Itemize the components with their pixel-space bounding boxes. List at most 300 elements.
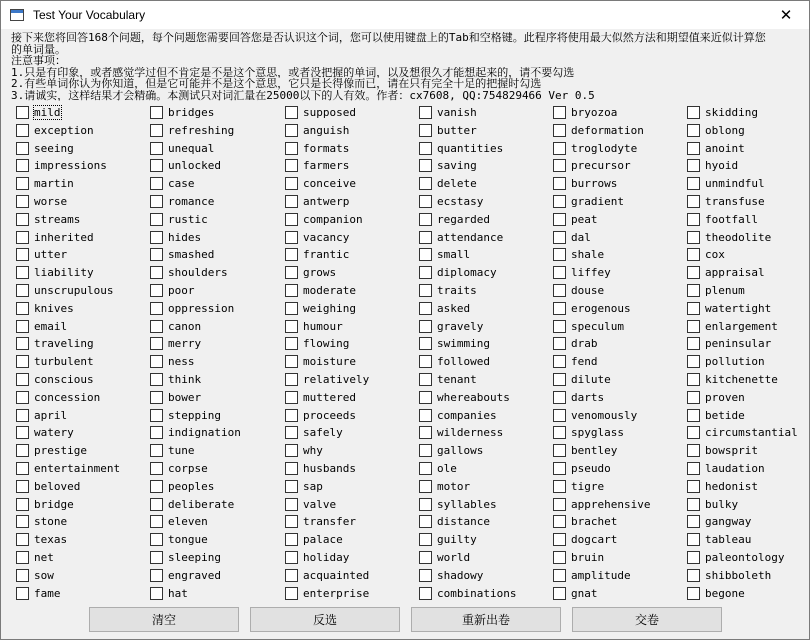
word-label[interactable]: peoples [168,479,215,493]
word-checkbox-item[interactable] [150,389,201,406]
word-checkbox-item[interactable] [419,531,477,548]
checkbox[interactable] [553,480,566,493]
checkbox[interactable] [687,444,700,457]
word-checkbox-item[interactable] [553,371,611,388]
word-label[interactable]: refreshing [168,123,235,137]
word-label[interactable]: laudation [705,462,765,475]
word-label[interactable]: tenant [437,373,477,386]
checkbox[interactable] [553,444,566,457]
word-checkbox-item[interactable] [150,531,208,548]
word-label[interactable]: eleven [168,515,208,529]
checkbox[interactable] [16,142,29,155]
word-label[interactable]: sleeping [168,551,221,564]
word-checkbox-item[interactable] [419,335,490,352]
word-label[interactable]: spyglass [571,426,624,440]
checkbox[interactable] [687,177,700,190]
word-label[interactable]: shale [571,248,605,262]
checkbox[interactable] [285,355,298,368]
checkbox[interactable] [150,302,163,315]
word-checkbox-item[interactable] [150,282,195,299]
word-label[interactable]: ness [168,355,195,369]
word-label[interactable]: regarded [437,212,490,226]
checkbox[interactable] [419,248,432,261]
word-checkbox-item[interactable] [553,496,650,513]
word-checkbox-item[interactable] [687,531,751,548]
word-label[interactable]: liffey [571,266,611,280]
checkbox[interactable] [553,569,566,582]
word-label[interactable]: motor [437,479,471,493]
checkbox[interactable] [687,409,700,422]
word-label[interactable]: footfall [705,212,758,226]
word-checkbox-item[interactable] [419,442,483,459]
word-label[interactable]: hyoid [705,159,739,173]
word-label[interactable]: anguish [303,123,350,137]
checkbox[interactable] [285,266,298,279]
checkbox[interactable] [419,195,432,208]
word-checkbox-item[interactable] [285,478,323,495]
word-label[interactable]: muttered [303,390,356,404]
word-checkbox-item[interactable] [419,140,503,157]
checkbox[interactable] [687,142,700,155]
word-checkbox-item[interactable] [419,193,483,210]
word-label[interactable]: world [437,551,471,564]
checkbox[interactable] [687,533,700,546]
word-checkbox-item[interactable] [16,264,94,281]
checkbox[interactable] [553,142,566,155]
clear-button[interactable]: 清空 [89,607,239,632]
checkbox[interactable] [687,337,700,350]
word-label[interactable]: betide [705,408,745,422]
word-checkbox-item[interactable] [687,407,745,424]
checkbox[interactable] [285,284,298,297]
word-label[interactable]: weighing [303,301,356,315]
checkbox[interactable] [285,337,298,350]
word-checkbox-item[interactable] [687,353,765,370]
word-checkbox-item[interactable] [150,229,201,246]
checkbox[interactable] [419,177,432,190]
word-label[interactable]: utter [34,248,68,262]
checkbox[interactable] [16,391,29,404]
word-checkbox-item[interactable] [150,424,241,441]
word-checkbox-item[interactable] [285,407,356,424]
word-label[interactable]: quantities [437,141,504,155]
checkbox[interactable] [150,373,163,386]
word-checkbox-item[interactable] [16,424,74,441]
checkbox[interactable] [150,569,163,582]
checkbox[interactable] [687,391,700,404]
checkbox[interactable] [285,124,298,137]
word-checkbox-item[interactable] [687,371,778,388]
word-checkbox-item[interactable] [553,122,644,139]
word-label[interactable]: romance [168,195,215,208]
word-checkbox-item[interactable] [553,335,598,352]
word-label[interactable]: theodolite [705,230,772,244]
word-label[interactable]: small [437,248,471,262]
checkbox[interactable] [419,498,432,511]
word-checkbox-item[interactable] [553,567,631,584]
word-label[interactable]: peat [571,212,598,226]
checkbox[interactable] [687,355,700,368]
checkbox[interactable] [285,213,298,226]
submit-button[interactable]: 交卷 [572,607,722,632]
word-checkbox-item[interactable] [285,496,336,513]
word-checkbox-item[interactable] [553,585,598,602]
word-label[interactable]: anoint [705,141,745,155]
title-bar[interactable] [1,1,809,29]
invert-selection-button[interactable]: 反选 [250,607,400,632]
word-label[interactable]: whereabouts [437,390,510,404]
word-checkbox-item[interactable] [285,246,349,263]
word-checkbox-item[interactable] [553,229,591,246]
word-checkbox-item[interactable] [687,389,745,406]
word-label[interactable]: dal [571,230,591,244]
word-checkbox-item[interactable] [553,513,617,530]
word-label[interactable]: smashed [168,248,215,262]
word-checkbox-item[interactable] [553,282,604,299]
word-checkbox-item[interactable] [150,157,221,174]
word-label[interactable]: inherited [34,230,94,244]
word-label[interactable]: sow [34,568,54,582]
word-label[interactable]: syllables [437,497,497,511]
checkbox[interactable] [285,373,298,386]
checkbox[interactable] [285,426,298,439]
checkbox[interactable] [16,587,29,600]
word-label[interactable]: guilty [437,533,477,547]
checkbox[interactable] [150,213,163,226]
word-checkbox-item[interactable] [419,478,470,495]
word-checkbox-item[interactable] [16,353,94,370]
word-label[interactable]: worse [34,195,68,208]
word-checkbox-item[interactable] [285,140,349,157]
checkbox[interactable] [419,569,432,582]
word-checkbox-item[interactable] [419,585,516,602]
checkbox[interactable] [150,355,163,368]
word-checkbox-item[interactable] [16,175,74,192]
checkbox[interactable] [419,533,432,546]
word-checkbox-item[interactable] [285,175,356,192]
word-checkbox-item[interactable] [16,335,94,352]
word-checkbox-item[interactable] [16,282,113,299]
word-checkbox-item[interactable] [16,513,67,530]
checkbox[interactable] [553,391,566,404]
word-checkbox-item[interactable] [16,157,107,174]
word-label[interactable]: knives [34,301,74,315]
word-label[interactable]: prestige [34,444,87,458]
word-checkbox-item[interactable] [553,175,617,192]
word-label[interactable]: drab [571,337,598,351]
word-checkbox-item[interactable] [285,229,349,246]
checkbox[interactable] [419,320,432,333]
checkbox[interactable] [285,587,298,600]
checkbox[interactable] [687,320,700,333]
word-checkbox-item[interactable] [419,282,477,299]
word-checkbox-item[interactable] [16,389,100,406]
checkbox[interactable] [285,551,298,564]
checkbox[interactable] [553,409,566,422]
word-checkbox-item[interactable] [16,585,61,602]
word-label[interactable]: sap [303,479,323,493]
word-label[interactable]: april [34,408,68,422]
checkbox[interactable] [419,462,432,475]
word-label[interactable]: relatively [303,373,370,386]
word-label[interactable]: plenum [705,284,745,297]
close-button[interactable]: ✕ [779,6,793,24]
checkbox[interactable] [285,142,298,155]
word-label[interactable]: bridges [168,106,215,119]
word-checkbox-item[interactable] [419,460,457,477]
word-label[interactable]: attendance [437,230,504,244]
word-label[interactable]: bentley [571,444,618,458]
word-checkbox-item[interactable] [419,122,477,139]
checkbox[interactable] [285,480,298,493]
word-checkbox-item[interactable] [16,229,94,246]
word-label[interactable]: beloved [34,479,81,493]
word-label[interactable]: safely [303,426,343,440]
checkbox[interactable] [16,409,29,422]
word-checkbox-item[interactable] [285,282,356,299]
checkbox[interactable] [553,248,566,261]
word-checkbox-item[interactable] [419,264,497,281]
word-label[interactable]: transfuse [705,195,765,208]
checkbox[interactable] [16,284,29,297]
word-label[interactable]: corpse [168,462,208,475]
word-label[interactable]: bulky [705,497,739,511]
checkbox[interactable] [150,587,163,600]
checkbox[interactable] [553,284,566,297]
word-label[interactable]: begone [705,586,745,600]
checkbox[interactable] [419,231,432,244]
word-checkbox-item[interactable] [553,193,624,210]
checkbox[interactable] [16,498,29,511]
checkbox[interactable] [150,462,163,475]
word-label[interactable]: traveling [34,337,94,351]
word-label[interactable]: gravely [437,319,484,333]
word-checkbox-item[interactable] [553,104,617,121]
checkbox[interactable] [16,213,29,226]
checkbox[interactable] [553,373,566,386]
word-label[interactable]: oppression [168,301,235,315]
word-label[interactable]: circumstantial [705,426,798,440]
word-label[interactable]: shibboleth [705,568,772,582]
word-checkbox-item[interactable] [687,193,765,210]
word-checkbox-item[interactable] [553,549,604,566]
checkbox[interactable] [285,177,298,190]
word-label[interactable]: butter [437,123,477,137]
word-label[interactable]: diplomacy [437,266,497,280]
checkbox[interactable] [285,159,298,172]
word-checkbox-item[interactable] [150,122,234,139]
checkbox[interactable] [16,533,29,546]
word-checkbox-item[interactable] [16,407,67,424]
word-checkbox-item[interactable] [150,211,208,228]
word-checkbox-item[interactable] [16,460,120,477]
word-checkbox-item[interactable] [150,193,214,210]
checkbox[interactable] [553,533,566,546]
checkbox[interactable] [16,320,29,333]
word-checkbox-item[interactable] [285,318,343,335]
checkbox[interactable] [419,391,432,404]
word-checkbox-item[interactable] [285,122,349,139]
checkbox[interactable] [419,266,432,279]
word-label[interactable]: companies [437,408,497,422]
word-label[interactable]: fend [571,355,598,369]
word-checkbox-item[interactable] [285,104,356,121]
checkbox[interactable] [285,498,298,511]
word-label[interactable]: gnat [571,586,598,600]
checkbox[interactable] [553,106,566,119]
word-checkbox-item[interactable] [553,246,604,263]
word-label[interactable]: brachet [571,515,618,529]
word-checkbox-item[interactable] [150,407,221,424]
word-checkbox-item[interactable] [687,478,758,495]
checkbox[interactable] [553,320,566,333]
word-checkbox-item[interactable] [150,353,195,370]
word-label[interactable]: frantic [303,248,350,262]
word-checkbox-item[interactable] [16,478,80,495]
word-checkbox-item[interactable] [285,264,336,281]
checkbox[interactable] [150,266,163,279]
checkbox[interactable] [553,213,566,226]
word-label[interactable]: paleontology [705,551,785,564]
word-checkbox-item[interactable] [687,175,765,192]
word-checkbox-item[interactable] [553,264,611,281]
checkbox[interactable] [687,569,700,582]
word-checkbox-item[interactable] [285,353,356,370]
word-label[interactable]: valve [303,497,337,511]
checkbox[interactable] [150,124,163,137]
word-label[interactable]: gallows [437,444,484,458]
checkbox[interactable] [419,124,432,137]
checkbox[interactable] [419,480,432,493]
checkbox[interactable] [687,302,700,315]
word-label[interactable]: think [168,373,202,386]
word-checkbox-item[interactable] [687,460,765,477]
word-label[interactable]: oblong [705,123,745,137]
checkbox[interactable] [687,426,700,439]
checkbox[interactable] [553,159,566,172]
word-label[interactable]: farmers [303,159,350,173]
word-label[interactable]: husbands [303,462,356,475]
word-checkbox-item[interactable] [553,300,631,317]
word-checkbox-item[interactable] [285,567,369,584]
word-label[interactable]: bowsprit [705,444,758,458]
word-label[interactable]: tableau [705,533,752,547]
checkbox[interactable] [419,355,432,368]
checkbox[interactable] [150,248,163,261]
word-checkbox-item[interactable] [150,175,195,192]
word-checkbox-item[interactable] [150,318,201,335]
word-checkbox-item[interactable] [687,229,771,246]
word-checkbox-item[interactable] [419,104,477,121]
word-checkbox-item[interactable] [285,513,356,530]
word-checkbox-item[interactable] [150,371,201,388]
word-checkbox-item[interactable] [553,211,598,228]
word-label[interactable]: moisture [303,355,356,369]
word-checkbox-item[interactable] [419,371,477,388]
checkbox[interactable] [553,462,566,475]
word-label[interactable]: tigre [571,479,605,493]
word-label[interactable]: enterprise [303,586,370,600]
word-label[interactable]: unscrupulous [34,284,114,297]
word-label[interactable]: grows [303,266,337,280]
word-checkbox-item[interactable] [285,389,356,406]
checkbox[interactable] [16,337,29,350]
checkbox[interactable] [553,266,566,279]
word-label[interactable]: conscious [34,373,94,386]
checkbox[interactable] [553,302,566,315]
word-checkbox-item[interactable] [419,211,490,228]
word-label[interactable]: entertainment [34,462,121,475]
word-label[interactable]: bower [168,390,202,404]
word-label[interactable]: tune [168,444,195,458]
checkbox[interactable] [553,498,566,511]
word-label[interactable]: net [34,551,54,564]
word-label[interactable]: swimming [437,337,490,351]
word-checkbox-item[interactable] [419,496,497,513]
word-label[interactable]: stone [34,515,68,529]
word-label[interactable]: stepping [168,408,221,422]
word-checkbox-item[interactable] [150,140,214,157]
checkbox[interactable] [16,266,29,279]
word-checkbox-item[interactable] [687,585,745,602]
checkbox[interactable] [285,409,298,422]
word-label[interactable]: gradient [571,195,624,208]
word-checkbox-item[interactable] [687,567,771,584]
checkbox[interactable] [687,231,700,244]
checkbox[interactable] [687,373,700,386]
word-checkbox-item[interactable] [16,549,54,566]
checkbox[interactable] [553,124,566,137]
word-label[interactable]: streams [34,212,81,226]
word-label[interactable]: poor [168,284,195,297]
word-checkbox-item[interactable] [16,567,54,584]
word-label[interactable]: peninsular [705,337,772,351]
word-checkbox-item[interactable] [687,157,738,174]
checkbox[interactable] [16,302,29,315]
checkbox[interactable] [419,213,432,226]
word-label[interactable]: transfer [303,515,356,529]
word-checkbox-item[interactable] [285,424,343,441]
word-label[interactable]: canon [168,319,202,333]
word-label[interactable]: unmindful [705,177,765,191]
word-label[interactable]: hides [168,230,202,244]
word-label[interactable]: formats [303,141,350,155]
word-checkbox-item[interactable] [16,442,87,459]
word-label[interactable]: watery [34,426,74,440]
word-label[interactable]: shoulders [168,266,228,280]
word-checkbox-item[interactable] [553,424,624,441]
checkbox[interactable] [687,266,700,279]
word-label[interactable]: dilute [571,373,611,386]
checkbox[interactable] [16,515,29,528]
word-label[interactable]: burrows [571,177,618,191]
word-label[interactable]: apprehensive [571,497,651,511]
checkbox[interactable] [150,337,163,350]
checkbox[interactable] [419,337,432,350]
word-checkbox-item[interactable] [285,585,369,602]
retest-button[interactable]: 重新出卷 [411,607,561,632]
checkbox[interactable] [553,355,566,368]
word-checkbox-item[interactable] [16,211,80,228]
word-checkbox-item[interactable] [687,513,751,530]
checkbox[interactable] [687,248,700,261]
word-checkbox-item[interactable] [687,211,758,228]
checkbox[interactable] [150,177,163,190]
word-checkbox-item[interactable] [285,300,356,317]
word-label[interactable]: deliberate [168,497,235,511]
checkbox[interactable] [150,515,163,528]
word-label[interactable]: martin [34,177,74,191]
